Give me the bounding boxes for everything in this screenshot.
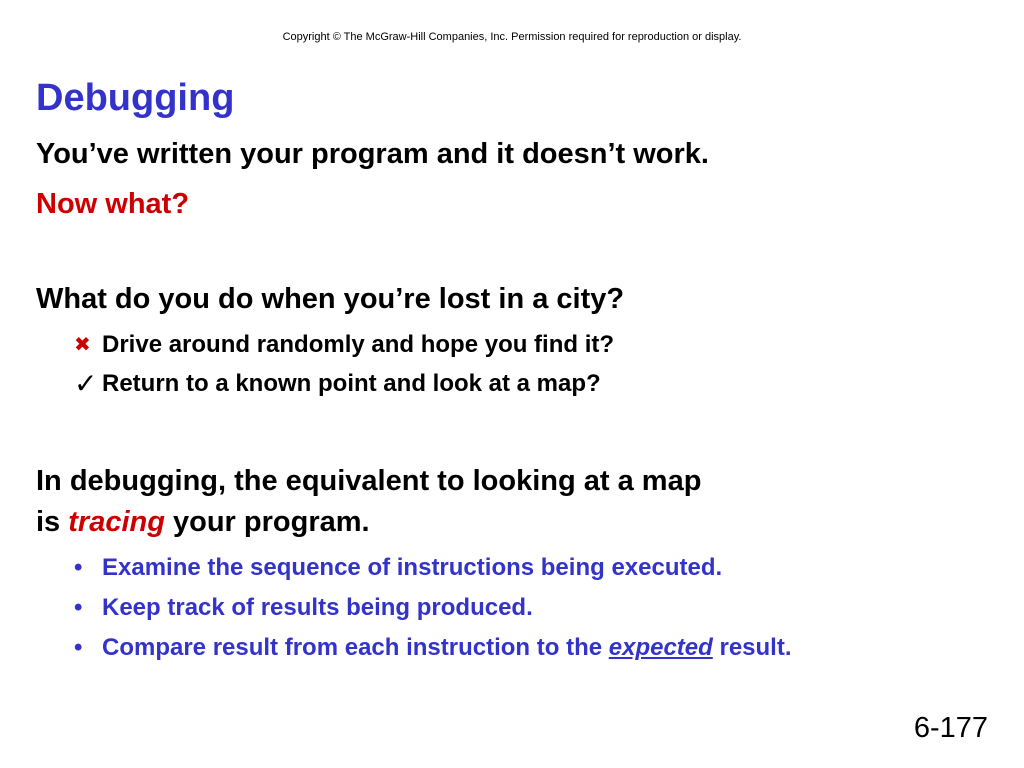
bullet-text: Examine the sequence of instructions being executed. (102, 554, 723, 581)
bullet-examine (74, 554, 722, 583)
slide-number: 6-177 (913, 712, 988, 744)
bullet-text-suffix: result. (712, 634, 792, 661)
slide-title: Debugging (36, 77, 235, 119)
bullet-text: Keep track of results being produced. (102, 594, 533, 621)
intro-line: You’ve written your program and it doesn’t work. (36, 138, 709, 170)
copyright-notice: Copyright © The McGraw-Hill Companies, Inc. Permission required for reproduction or display. (282, 31, 742, 43)
para-suffix: your program. (164, 506, 370, 538)
check-mark-icon: ✓ (74, 368, 98, 400)
option-text: Return to a known point and look at a map? (102, 370, 601, 397)
option-return-to-known-point (74, 370, 601, 399)
lost-in-city-line: What do you do when you’re lost in a city? (36, 283, 625, 315)
cross-mark-icon: ✖ (74, 334, 91, 357)
option-text: Drive around randomly and hope you find it? (102, 331, 615, 358)
question-line: Now what? (36, 188, 190, 220)
para-prefix: is (36, 506, 69, 538)
expected-emphasis: expected (608, 634, 713, 661)
tracing-emphasis: tracing (68, 506, 165, 538)
bullet-compare (74, 634, 792, 663)
debugging-paragraph-line2 (36, 505, 370, 540)
debugging-paragraph-line1: In debugging, the equivalent to looking at a map (36, 465, 702, 497)
bullet-keep-track (74, 594, 533, 623)
bullet-icon: • (74, 634, 83, 661)
bullet-icon: • (74, 554, 83, 581)
bullet-icon: • (74, 594, 83, 621)
option-drive-randomly (74, 331, 614, 360)
bullet-text-prefix: Compare result from each instruction to the (102, 634, 609, 661)
